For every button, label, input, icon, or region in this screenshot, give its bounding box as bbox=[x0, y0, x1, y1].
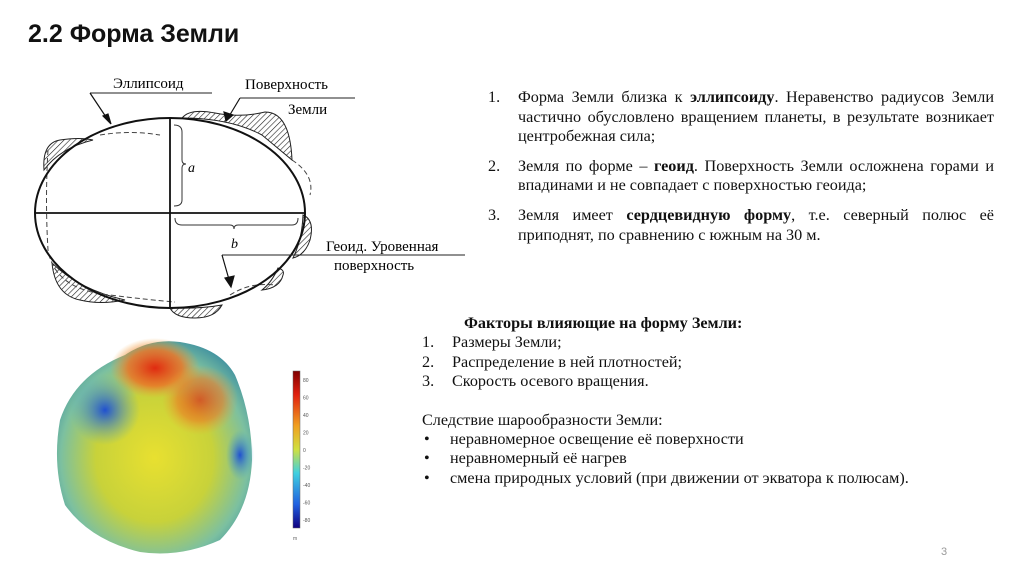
factor-item: 2. Распределение в ней плотностей; bbox=[422, 352, 683, 371]
label-surface-line2: Земли bbox=[288, 102, 328, 118]
factors-section bbox=[422, 314, 1002, 488]
arrow-ellipsoid bbox=[90, 93, 111, 124]
consequence-item: • неравномерный её нагрев bbox=[424, 449, 627, 468]
label-geoid-line1: Геоид. Уровенная bbox=[326, 239, 439, 255]
point-3: 3. Земля имеет сердцевидную форму, т.е. северный полюс её приподнят, по сравнению с южным на 30 м. bbox=[488, 205, 994, 244]
label-geoid-line2: поверхность bbox=[334, 258, 415, 274]
factor-item: 1. Размеры Земли; bbox=[422, 333, 562, 352]
colorbar-tick-label: -80 bbox=[303, 518, 311, 524]
factor-item: 3. Скорость осевого вращения. bbox=[422, 372, 649, 391]
geoid-globe-image bbox=[30, 330, 330, 560]
arrow-geoid bbox=[222, 255, 234, 287]
brace-b bbox=[175, 218, 298, 229]
consequences-heading: Следствие шарообразности Земли: bbox=[422, 410, 663, 429]
colorbar-tick-label: 80 bbox=[303, 378, 309, 384]
colorbar-tick-label: 40 bbox=[303, 413, 309, 419]
colorbar-ticks bbox=[303, 378, 310, 524]
colorbar-tick-label: 0 bbox=[303, 448, 306, 454]
colorbar-unit: m bbox=[293, 536, 298, 542]
factors-heading: Факторы влияющие на форму Земли: bbox=[464, 314, 743, 332]
consequence-item: • смена природных условий (при движении от экватора к полюсам). bbox=[424, 468, 909, 487]
colorbar-tick-label: 60 bbox=[303, 395, 309, 402]
colorbar-tick-label: -60 bbox=[303, 500, 311, 507]
label-b: b bbox=[231, 237, 238, 252]
ellipsoid-geoid-diagram bbox=[0, 60, 480, 330]
slide-title: 2.2 Форма Земли bbox=[28, 20, 240, 48]
colorbar-tick-label: 20 bbox=[303, 430, 309, 437]
brace-a bbox=[174, 125, 186, 206]
label-a: a bbox=[188, 161, 195, 176]
earth-shape-points bbox=[488, 88, 994, 255]
point-2: 2. Земля по форме – геоид. Поверхность Земли осложнена горами и впадинами и не совпадает с поверхностью геоида; bbox=[488, 156, 994, 195]
colorbar-tick-label: -40 bbox=[303, 483, 311, 489]
colorbar bbox=[293, 371, 300, 528]
page-number: 3 bbox=[941, 546, 948, 558]
colorbar-tick-label: -20 bbox=[303, 465, 311, 472]
point-1: 1. Форма Земли близка к эллипсоиду. Неравенство радиусов Земли частично обусловлено вращением планеты, в результате возникает центробежная сила; bbox=[488, 88, 995, 146]
label-ellipsoid: Эллипсоид bbox=[113, 76, 184, 92]
consequence-item: • неравномерное освещение её поверхности bbox=[424, 430, 744, 449]
label-surface-line1: Поверхность bbox=[245, 77, 328, 93]
